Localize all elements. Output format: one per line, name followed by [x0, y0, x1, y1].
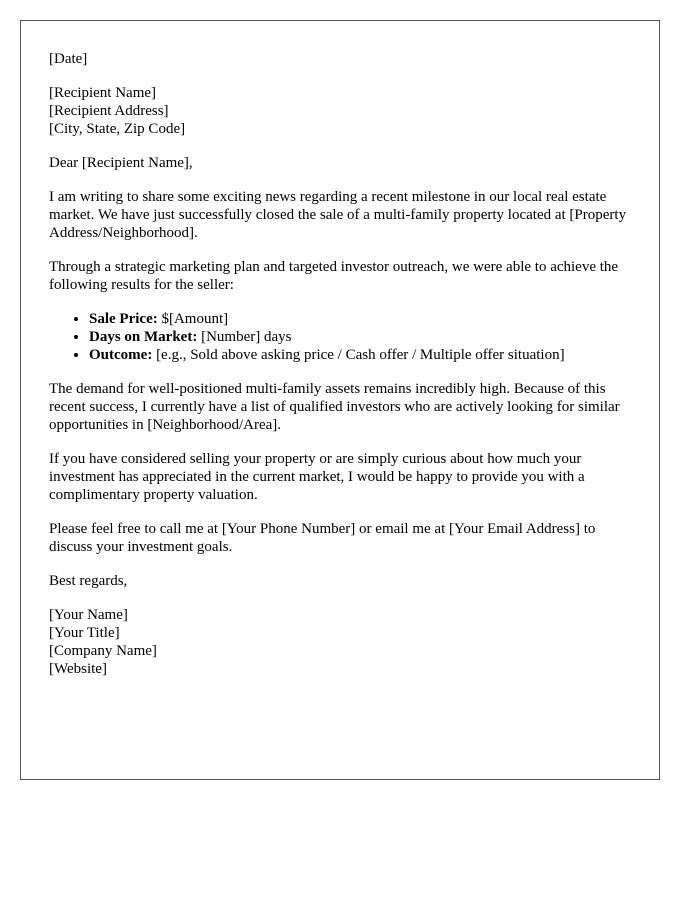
results-list [49, 310, 631, 364]
result-label: Outcome: [89, 347, 153, 363]
recipient-block [49, 84, 631, 138]
signature-title: [Your Title] [49, 625, 120, 641]
recipient-city-state-zip: [City, State, Zip Code] [49, 121, 186, 137]
result-label: Sale Price: [89, 311, 158, 327]
result-item-days-on-market [89, 328, 631, 346]
letter-date: [Date] [49, 51, 88, 67]
results-intro-paragraph: Through a strategic marketing plan and targeted investor outreach, we were able to achieve the following results for the seller: [49, 259, 619, 293]
letter-page [20, 20, 660, 780]
intro-paragraph: I am writing to share some exciting news regarding a recent milestone in our local real estate market. We have just successfully closed the sale of a multi-family property located at [Property Address/Neighborhood]. [49, 189, 627, 241]
result-item-outcome [89, 346, 631, 364]
signature-company: [Company Name] [49, 643, 157, 659]
signature-block [49, 606, 631, 678]
result-value: $[Amount] [161, 311, 229, 327]
recipient-address: [Recipient Address] [49, 103, 169, 119]
salutation: Dear [Recipient Name], [49, 155, 193, 171]
recipient-name: [Recipient Name] [49, 85, 157, 101]
demand-paragraph: The demand for well-positioned multi-family assets remains incredibly high. Because of this recent success, I currently have a list of qualified investors who are actively looking for similar opportunities in [Neighborhood/Area]. [49, 381, 620, 433]
closing: Best regards, [49, 573, 128, 589]
result-item-sale-price [89, 310, 631, 328]
result-value: [e.g., Sold above asking price / Cash offer / Multiple offer situation] [156, 347, 565, 363]
valuation-paragraph: If you have considered selling your property or are simply curious about how much your investment has appreciated in the current market, I would be happy to provide you with a complimentary property valuation. [49, 451, 585, 503]
signature-name: [Your Name] [49, 607, 128, 623]
result-value: [Number] days [201, 329, 292, 345]
contact-paragraph: Please feel free to call me at [Your Phone Number] or email me at [Your Email Address] to discuss your investment goals. [49, 521, 596, 555]
signature-website: [Website] [49, 661, 107, 677]
result-label: Days on Market: [89, 329, 198, 345]
